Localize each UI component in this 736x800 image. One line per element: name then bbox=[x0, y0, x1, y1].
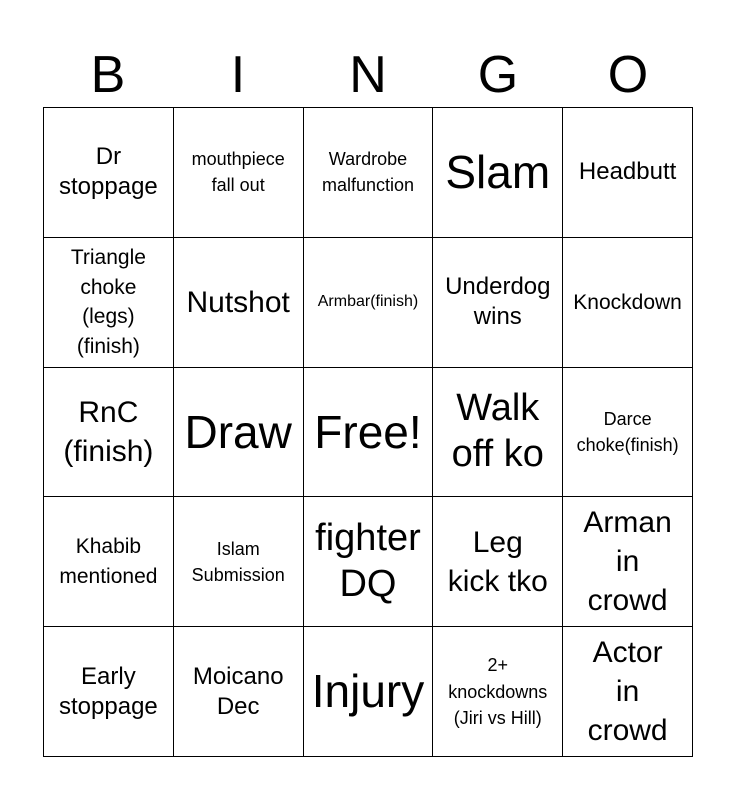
header-letter-b: B bbox=[90, 46, 126, 104]
cell-text: Draw bbox=[184, 405, 292, 458]
cell-text: Walk off ko bbox=[451, 387, 544, 475]
cell-text: mouthpiece fall out bbox=[191, 149, 285, 196]
bingo-cell[interactable] bbox=[44, 627, 174, 757]
cell-text: Early stoppage bbox=[59, 662, 158, 720]
cell-text: Islam Submission bbox=[191, 538, 285, 585]
cell-text: Arman in crowd bbox=[583, 506, 672, 618]
header-letter-o: O bbox=[607, 46, 649, 104]
header-letter-n: N bbox=[349, 46, 387, 104]
cell-text: fighter DQ bbox=[315, 517, 421, 605]
bingo-cell[interactable] bbox=[174, 497, 304, 627]
bingo-cell[interactable] bbox=[304, 497, 434, 627]
bingo-cell[interactable] bbox=[563, 368, 693, 498]
bingo-cell[interactable] bbox=[563, 108, 693, 238]
cell-text: Dr stoppage bbox=[59, 143, 158, 201]
cell-text: Injury bbox=[311, 665, 425, 718]
bingo-board bbox=[43, 107, 693, 757]
bingo-cell[interactable] bbox=[174, 108, 304, 238]
bingo-cell[interactable] bbox=[44, 238, 174, 368]
cell-text: Nutshot bbox=[186, 285, 290, 319]
cell-text: Triangle choke (legs) (finish) bbox=[70, 246, 146, 358]
cell-text: Khabib mentioned bbox=[59, 535, 158, 588]
cell-text: Wardrobe malfunction bbox=[321, 149, 415, 196]
free-space[interactable] bbox=[304, 368, 434, 498]
bingo-cell[interactable] bbox=[304, 627, 434, 757]
cell-text: Slam bbox=[445, 146, 551, 199]
cell-text: Headbutt bbox=[578, 158, 677, 186]
cell-text: Leg kick tko bbox=[447, 525, 548, 598]
bingo-cell[interactable] bbox=[174, 368, 304, 498]
cell-text: Underdog wins bbox=[445, 273, 551, 331]
cell-text: Actor in crowd bbox=[587, 636, 668, 748]
bingo-cell[interactable] bbox=[563, 627, 693, 757]
header-letter-g: G bbox=[477, 46, 519, 104]
bingo-cell[interactable] bbox=[44, 108, 174, 238]
bingo-cell[interactable] bbox=[433, 238, 563, 368]
bingo-cell[interactable] bbox=[174, 627, 304, 757]
bingo-cell[interactable] bbox=[563, 497, 693, 627]
bingo-cell[interactable] bbox=[433, 368, 563, 498]
bingo-header bbox=[43, 44, 693, 106]
bingo-cell[interactable] bbox=[563, 238, 693, 368]
cell-text: Knockdown bbox=[573, 290, 682, 314]
cell-text: Darce choke(finish) bbox=[576, 408, 679, 455]
cell-text: RnC (finish) bbox=[63, 395, 154, 468]
bingo-cell[interactable] bbox=[174, 238, 304, 368]
bingo-cell[interactable] bbox=[44, 497, 174, 627]
cell-text: 2+ knockdowns (Jiri vs Hill) bbox=[448, 655, 548, 728]
cell-text: Armbar(finish) bbox=[317, 292, 419, 310]
bingo-cell[interactable] bbox=[433, 108, 563, 238]
bingo-cell[interactable] bbox=[433, 627, 563, 757]
cell-text: Free! bbox=[314, 405, 422, 458]
header-letter-i: I bbox=[230, 46, 246, 104]
bingo-cell[interactable] bbox=[304, 238, 434, 368]
bingo-cell[interactable] bbox=[304, 108, 434, 238]
bingo-cell[interactable] bbox=[44, 368, 174, 498]
bingo-cell[interactable] bbox=[433, 497, 563, 627]
cell-text: Moicano Dec bbox=[192, 662, 284, 720]
